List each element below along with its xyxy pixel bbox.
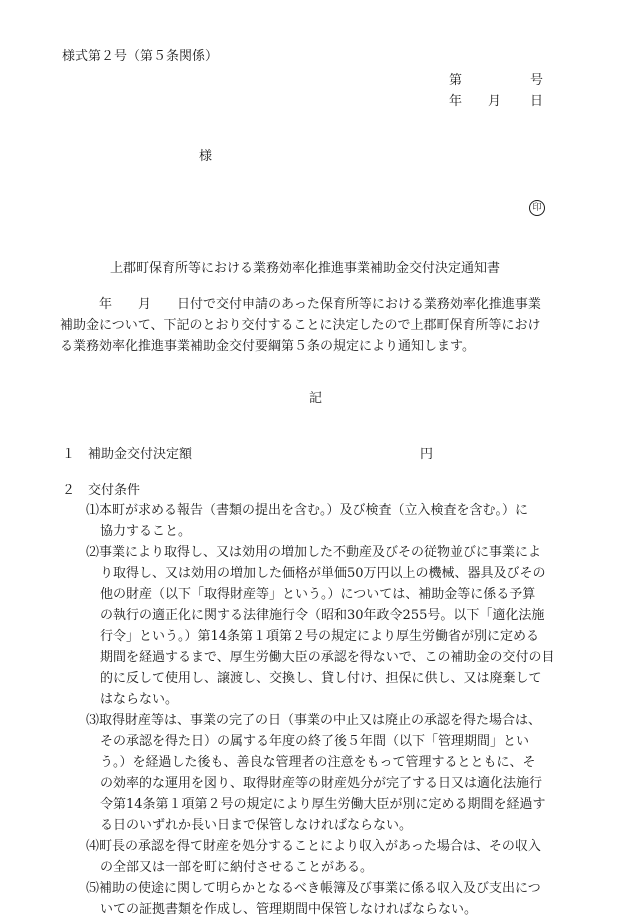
condition-line: ⑴本町が求める報告（書類の提出を含む。）及び検査（立入検査を含む。）に — [86, 503, 529, 518]
condition-line: 令第14条第１項第２号の規定により厚生労働大臣が別に定める期間を経過す — [100, 797, 546, 812]
condition-line: ⑶取得財産等は、事業の完了の日（事業の中止又は廃止の承認を得た場合は、 — [86, 713, 542, 728]
seal-mark: 印 — [529, 200, 545, 216]
condition-line: いての証拠書類を作成し、管理期間中保管しなければならない。 — [100, 902, 478, 917]
body-line: る業務効率化推進事業補助金交付要綱第５条の規定により通知します。 — [60, 339, 475, 354]
item-1-unit: 円 — [420, 447, 434, 462]
condition-item — [86, 542, 586, 710]
body-paragraph — [60, 294, 580, 357]
condition-item — [86, 878, 586, 920]
addressee-suffix: 様 — [199, 149, 213, 164]
condition-item — [86, 500, 586, 542]
condition-line: の効率的な運用を図り、取得財産等の財産処分が完了する日又は適化法施行 — [100, 776, 543, 791]
condition-line: ⑷町長の承認を得て財産を処分することにより収入があった場合は、その収入 — [86, 839, 541, 854]
condition-item — [86, 836, 586, 878]
ki-heading: 記 — [309, 391, 323, 406]
condition-line: 的に反して使用し、譲渡し、交換し、貸し付け、担保に供し、又は廃棄して — [100, 671, 542, 686]
condition-line: はならない。 — [100, 692, 179, 707]
condition-line: る日のいずれか長い日まで保管しなければならない。 — [100, 818, 413, 833]
condition-line: その承認を得た日）の属する年度の終了後５年間（以下「管理期間」とい — [100, 734, 530, 749]
condition-list — [86, 500, 586, 920]
number-prefix: 第 — [449, 73, 463, 88]
item-2-label: 交付条件 — [88, 483, 141, 498]
condition-line: 行令」という。）第14条第１項第２号の規定により厚生労働省が別に定める — [100, 629, 540, 644]
number-suffix: 号 — [530, 73, 544, 88]
condition-item — [86, 710, 586, 836]
condition-line: う。）を経過した後も、善良な管理者の注意をもって管理するとともに、そ — [100, 755, 536, 770]
item-1-label: 補助金交付決定額 — [88, 447, 193, 462]
condition-line: 他の財産（以下「取得財産等」という。）については、補助金等に係る予算 — [100, 587, 536, 602]
condition-line: り取得し、又は効用の増加した価格が単価50万円以上の機械、器具及びその — [100, 566, 546, 581]
condition-line: の執行の適正化に関する法律施行令（昭和30年政令255号。以下「適化法施 — [100, 608, 545, 623]
item-1-number: １ — [62, 447, 76, 462]
condition-line: 期間を経過するまで、厚生労働大臣の承認を得ないで、この補助金の交付の目 — [100, 650, 555, 665]
body-line: 補助金について、下記のとおり交付することに決定したので上郡町保育所等におけ — [60, 318, 541, 333]
date-year: 年 — [449, 94, 463, 109]
date-month: 月 — [488, 94, 502, 109]
condition-line: 協力すること。 — [100, 524, 192, 539]
condition-line: の全部又は一部を町に納付させることがある。 — [100, 860, 374, 875]
condition-line: ⑸補助の使途に関して明らかとなるべき帳簿及び事業に係る収入及び支出につ — [86, 881, 541, 896]
condition-line: ⑵事業により取得し、又は効用の増加した不動産及びその従物並びに事業によ — [86, 545, 542, 560]
date-day: 日 — [530, 94, 544, 109]
item-2-number: ２ — [62, 483, 76, 498]
form-label: 様式第２号（第５条関係） — [62, 49, 219, 64]
body-line: 年 月 日付で交付申請のあった保育所等における業務効率化推進事業 — [60, 297, 541, 312]
document-title: 上郡町保育所等における業務効率化推進事業補助金交付決定通知書 — [110, 261, 501, 276]
